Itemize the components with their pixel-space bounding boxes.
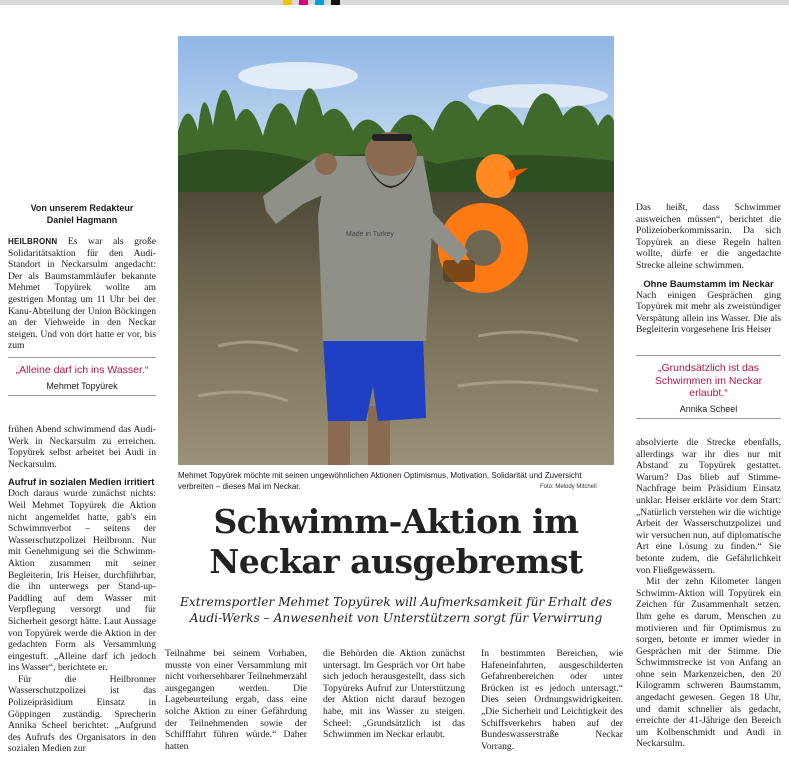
intro-text: Es war als große Solidaritätsaktion für den Audi-Standort in Neckarsulm angedacht: Der als Baumstammläufer bekannte Mehmet Topyürek wollte am gestrigen Montag um 11 Uhr bei der Kanu-Abteilung der Union Böckingen an der Viehweide in den Neckar steigen. Und von dort hatte er vor, bis zum (8, 236, 156, 352)
photo-caption: Mehmet Topyürek möchte mit seinen ungewöhnlichen Aktionen Optimismus, Motivation, Solidarität und Zuversicht verbreiten – dieses Mal im Neckar. (178, 471, 582, 491)
registration-mark-cyan (315, 0, 324, 5)
pull-quote-1-author: Mehmet Topyürek (46, 380, 118, 391)
col5-paragraph-3: absolvierte die Strecke ebenfalls, allerdings war ihr dies nur mit Abstand zu Topyürek gestattet. Warum? Das blieb auf Stimme-Nachfrage beim Präsidium Einsatz unklar. Heiser erklärte vor dem Start: „Natürlich verstehen wir die wichtige Arbeit der Wasserschutzpolizei und wir versuchen nun, auf diplomatische Art eine Lösung zu finden.“ Sie betonte zudem, die Gefährlichkeit von Fließgewässern. (636, 437, 781, 576)
pull-quote-2-author: Annika Scheel (679, 403, 738, 414)
col5-paragraph-4: Mit der zehn Kilometer langen Schwimm-Aktion will Topyürek ein Zeichen für Zusammenhalt setzen. Ihm gehe es darum, Menschen zu motivieren und für Optimismus zu sorgen, betonte er immer wieder in Gesprächen mit der Stimme. Die Schwimmstrecke ist von Anfang an ohne sein Markenzeichen, den 20 Kilogramm schweren Baumstamm, angedacht gewesen. Gegen 18 Uhr, und damit schneller als gedacht, erreichte der 41-Jährige den Bereich um Kolbenschmidt und Audi in Neckarsulm. (636, 576, 781, 750)
article-intro (8, 236, 156, 352)
registration-mark-black (331, 0, 340, 5)
article-col4 (481, 648, 623, 752)
registration-mark-yellow (283, 0, 292, 5)
dateline: HEILBRONN (8, 237, 58, 246)
col1-paragraph-2: Doch daraus wurde zunächst nichts: Weil Mehmet Topyürek die Aktion nicht angemeldet hatte, gab's ein Schwimmverbot – seitens der Wasserschutzpolizei Heilbronn. Nur mit Genehmigung sei die Schwimm-Aktion zusammen mit seiner Begleiterin, Iris Heiser, durchführbar, die ihn unterwegs per Stand-up-Paddling auf dem Wasser mit Verpflegung versorgt und für Sicherheit gesorgt hätte. Laut Aussage von Topyürek werde die Aktion in der gedachten Form als Versammlung eingestuft. „Alleine darf ich jedoch ins Wasser“, berichtete er. (8, 488, 156, 674)
byline (8, 202, 156, 226)
pull-quote-2 (636, 355, 781, 419)
byline-label: Von unserem Redakteur (30, 203, 134, 213)
shirt-print: Made in Turkey (346, 231, 394, 238)
col5-paragraph-1: Das heißt, dass Schwimmer ausweichen müssen“, berichtet die Polizeioberkommissarin. Da sich Topyürek an diese Regeln halten wollte, dürfe er die angedachte Strecke alleine schwimmen. (636, 202, 781, 271)
col2-paragraph: Teilnahme bei seinem Vorhaben, musste von einer Versammlung mit nicht vorhersehbarer Teilnehmerzahl ausgegangen werden. Die Lagebeurteilung ergab, dass eine solche Aktion zu einer Gefährdung der Teilnehmenden sowie der Schifffahrt führen würde.“ Daher hatten (165, 648, 307, 752)
article-photo (178, 36, 614, 465)
subhead-social-media: Aufruf in sozialen Medien irritiert (8, 476, 155, 488)
photo-credit: Foto: Melody Mitchell (540, 484, 597, 490)
col1-paragraph-3: Für die Heilbronner Wasserschutzpolizei ist das Polizeipräsidium Einsatz in Göppingen zuständig. Sprecherin Annika Scheel berichtet: „Aufgrund des Aufrufs des Organisators in den sozialen Medien zur (8, 673, 156, 755)
article-col2 (165, 648, 307, 752)
byline-author: Daniel Hagmann (46, 215, 118, 225)
article-col5-top (636, 202, 781, 336)
article-col5-bottom (636, 437, 781, 750)
headline: Schwimm-Aktion im Neckar ausgebremst (209, 502, 583, 581)
col5-paragraph-2: Nach einigen Gesprächen ging Topyürek mit mehr als zweistündiger Verspätung allein ins Wasser. Die als Begleiterin vorgesehene Iris Heiser (636, 289, 781, 336)
pull-quote-1 (8, 357, 156, 396)
swimmer-photo (178, 36, 614, 465)
registration-mark-magenta (299, 0, 308, 5)
col4-paragraph: In bestimmten Bereichen, wie Hafeneinfahrten, ausgeschilderten Gefahrenbereichen oder unter Brücken ist es jedoch untersagt.“ Dies seien Ordnungswidrigkeiten. „Die Sicherheit und Leichtigkeit des Schiffsverkehrs haben auf der Bundeswasserstraße Neckar Vorrang. (481, 648, 623, 752)
pull-quote-1-text: „Alleine darf ich ins Wasser.“ (15, 364, 149, 376)
subheadline-deck: Extremsportler Mehmet Topyürek will Aufmerksamkeit für Erhalt des Audi-Werks – Anwesenheit von Unterstützern sorgt für Verwirrung (180, 595, 612, 625)
col1-paragraph-cont: frühen Abend schwimmend das Audi-Werk in Neckarsulm zu erreichen. Topyürek selbst arbeitet bei Audi in Neckarsulm. (8, 424, 156, 470)
print-registration-bar (0, 0, 789, 5)
article-col3 (323, 648, 465, 741)
subhead-baumstamm: Ohne Baumstamm im Neckar (643, 277, 774, 289)
col3-paragraph: die Behörden die Aktion zunächst untersagt. Im Gespräch vor Ort habe sich jedoch herausgestellt, dass sich Topyüreks Aufruf zur Unterstützung der Aktion nicht darauf bezogen habe, mit ins Wasser zu steigen. Scheel: „Grundsätzlich ist das Schwimmen im Neckar erlaubt. (323, 648, 465, 741)
pull-quote-2-text: „Grundsätzlich ist das Schwimmen im Neckar erlaubt.“ (654, 362, 763, 399)
article-col1-cont (8, 424, 156, 755)
